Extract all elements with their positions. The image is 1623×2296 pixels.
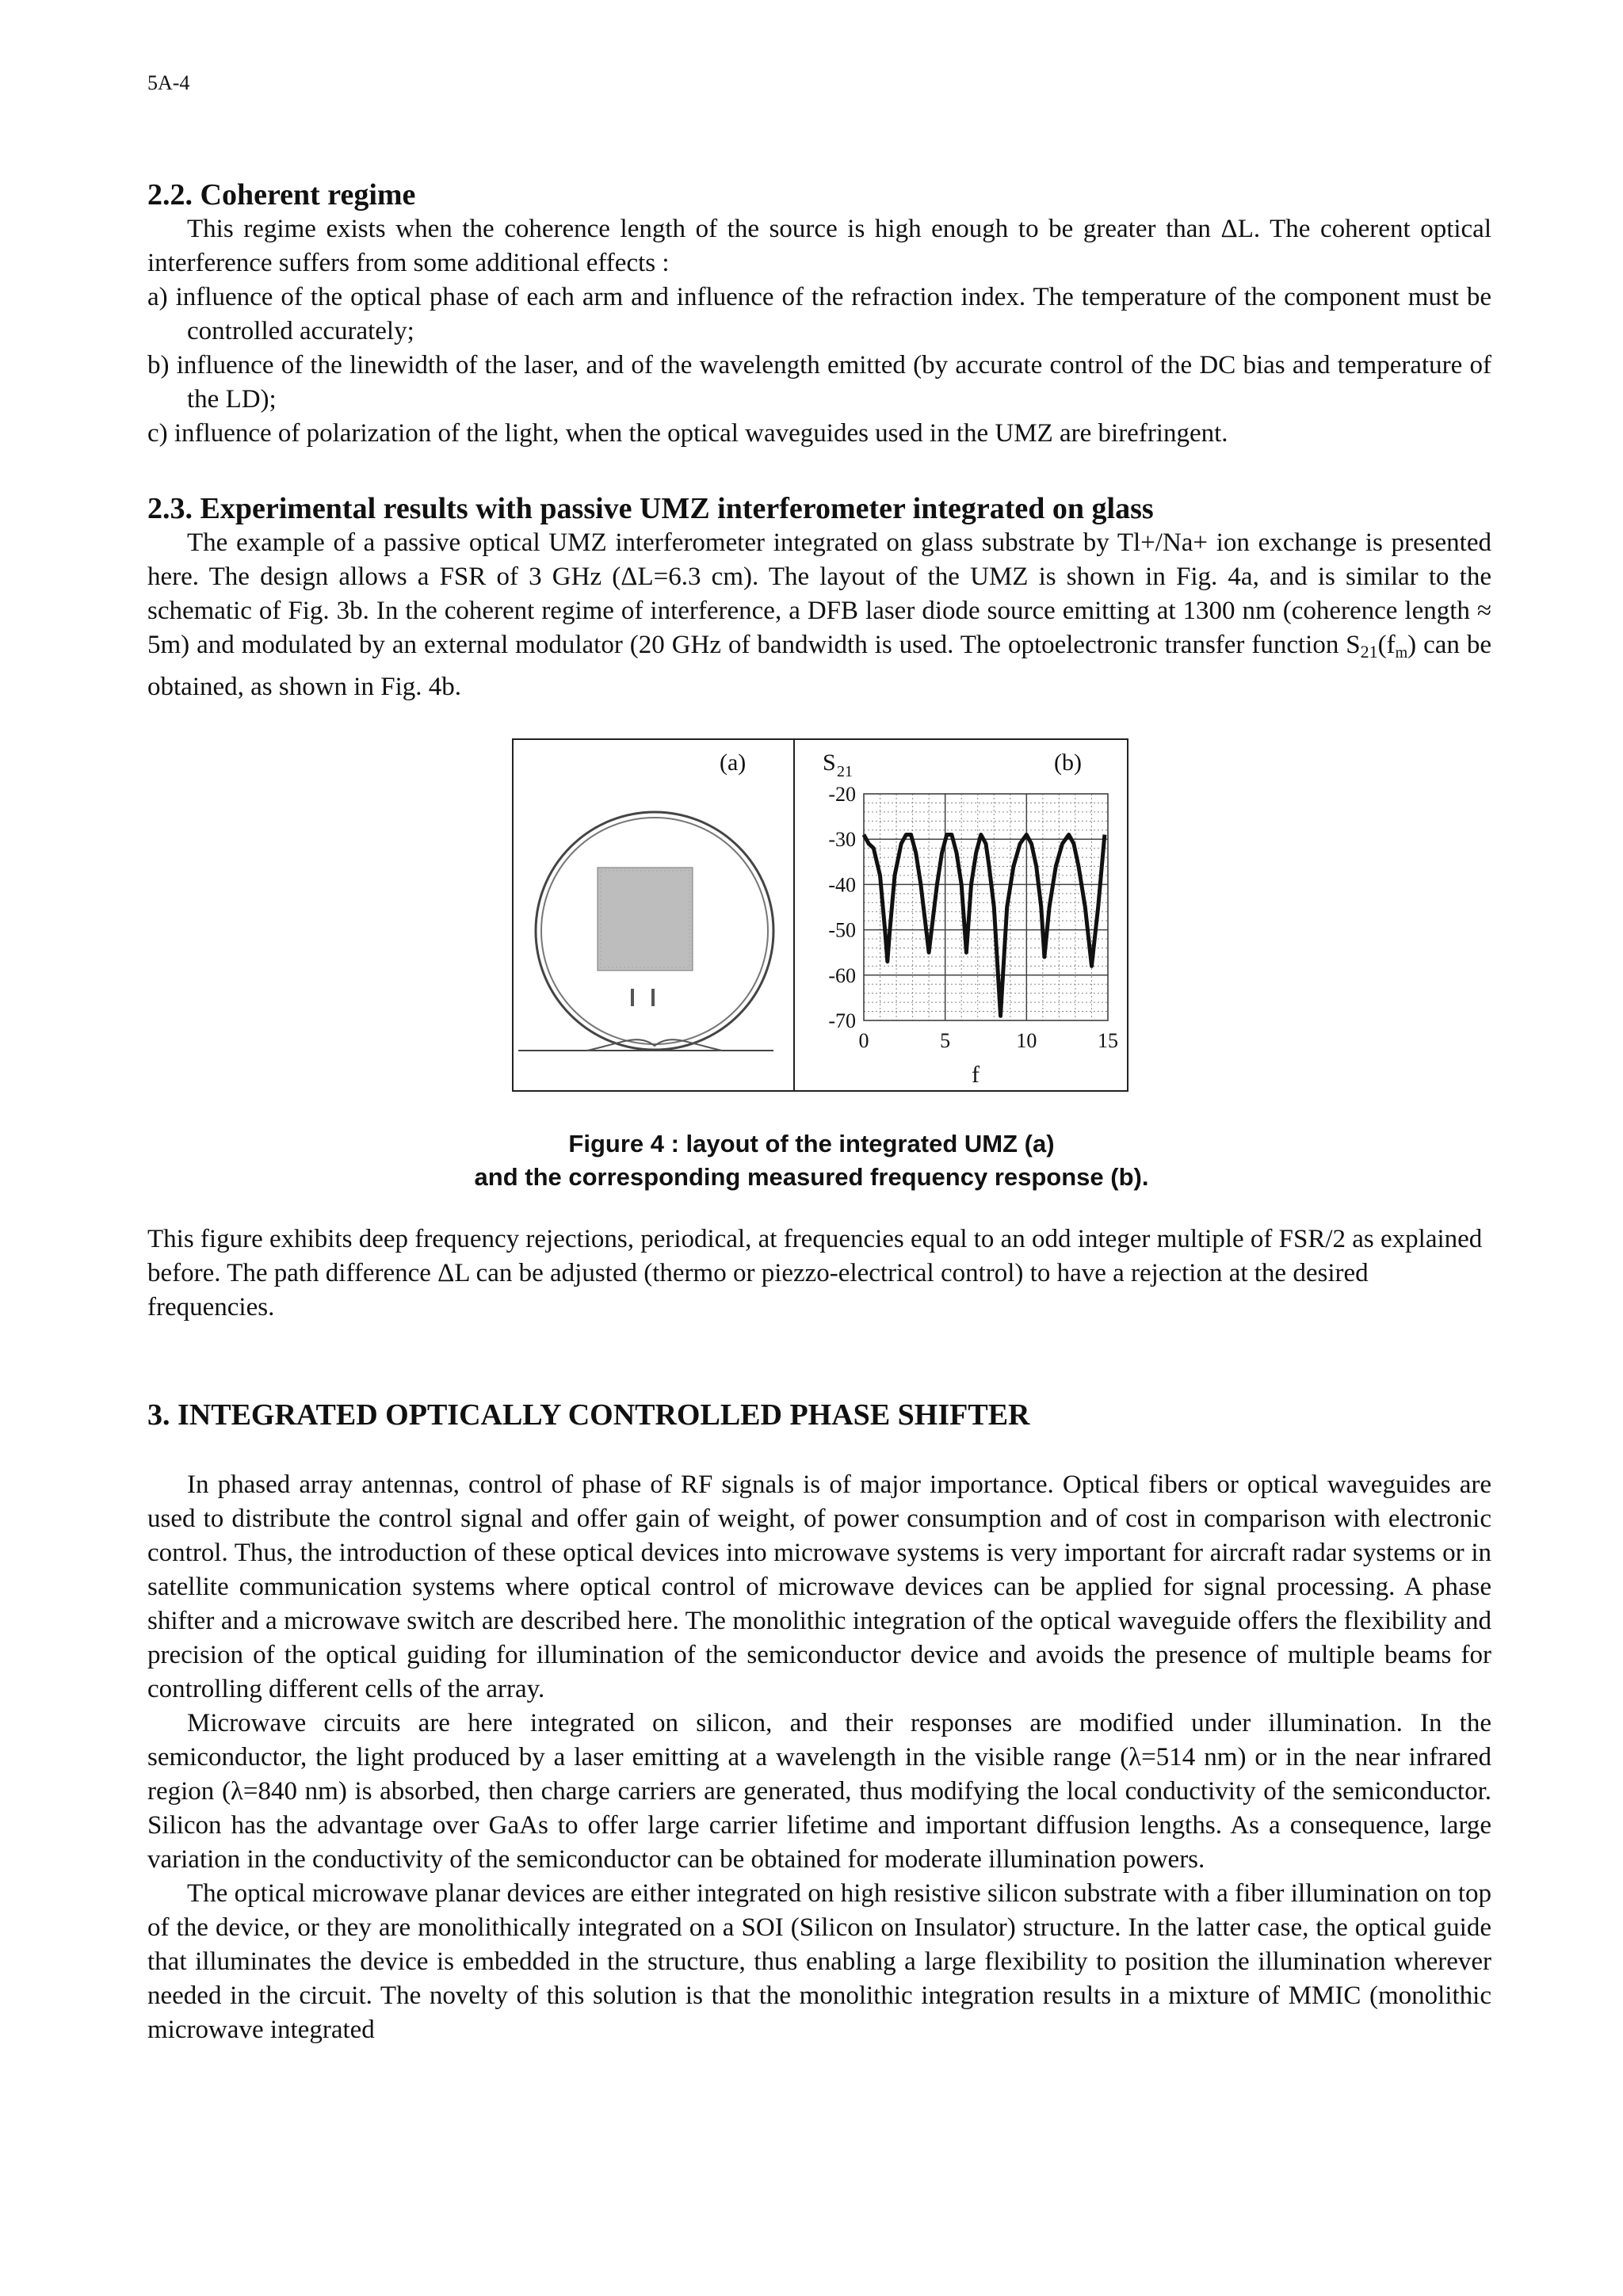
page-id: 5A-4 bbox=[147, 71, 190, 94]
section-2-3 bbox=[147, 491, 1491, 704]
x-tick-label: 5 bbox=[940, 1029, 951, 1052]
y-tick-label: -70 bbox=[828, 1009, 856, 1032]
caption-line-2: and the corresponding measured frequency response (b). bbox=[474, 1163, 1149, 1191]
subscript-21: 21 bbox=[1360, 642, 1378, 662]
section-3 bbox=[147, 1398, 1491, 1432]
x-tick-label: 10 bbox=[1016, 1029, 1037, 1052]
y-tick-label: -40 bbox=[828, 873, 856, 897]
section-2-3-paragraph bbox=[147, 526, 1491, 704]
x-tick-label: 15 bbox=[1098, 1029, 1118, 1052]
panel-b-label: (b) bbox=[1054, 749, 1082, 776]
list-item-c: c) influence of polarization of the light, when the optical waveguides used in the UMZ are birefringent. bbox=[147, 419, 1228, 448]
section-3-paragraph-1: In phased array antennas, control of phase of RF signals is of major importance. Optical fibers or optical waveguides are used to distribute the control signal and offer gain of weight, of power consumption and of cost in comparison with electronic control. Thus, the introduction of these optical devices into microwave systems is very important for aircraft radar systems or in satellite communication systems where optical control of microwave devices can be applied for signal processing. A phase shifter and a microwave switch are described here. The monolithic integration of the optical waveguide offers the flexibility and precision of the optical guiding for illumination of the semiconductor device and avoids the presence of multiple beams for controlling different cells of the array. bbox=[147, 1470, 1491, 1703]
figure-discussion-paragraph: This figure exhibits deep frequency rejections, periodical, at frequencies equal to an odd integer multiple of FSR/2 as explained before. The path difference ΔL can be adjusted (thermo or piezzo-electrical control) to have a rejection at the desired frequencies. bbox=[147, 1225, 1483, 1322]
section-2-2 bbox=[147, 177, 1491, 451]
y-tick-label: -30 bbox=[828, 828, 856, 852]
electrode-pad bbox=[598, 868, 693, 971]
section-3-paragraph-2: Microwave circuits are here integrated on silicon, and their responses are modified under illumination. In the semiconductor, the light produced by a laser emitting at a wavelength in the visible range (λ=514 nm) or in the near infrared region (λ=840 nm) is absorbed, then charge carriers are generated, thus modifying the local conductivity of the semiconductor. Silicon has the advantage over GaAs to offer large carrier lifetime and important diffusion lengths. As a consequence, large variation in the conductivity of the semiconductor can be obtained for moderate illumination powers. bbox=[147, 1709, 1491, 1874]
marker-left bbox=[631, 989, 634, 1006]
y-axis-label-sub: 21 bbox=[837, 763, 853, 780]
figure-4-svg bbox=[512, 738, 1128, 1092]
paragraph-text: The example of a passive optical UMZ interferometer integrated on glass substrate by Tl+/Na+ ion exchange is presented here. The design allows a FSR of 3 GHz (ΔL=6.3 cm). The layout of the UMZ is shown in Fig. 4a, and is similar to the schematic of Fig. 3b. In the coherent regime of interference, a DFB laser diode source emitting at 1300 nm (coherence length ≈ 5m) and modulated by an external modulator (20 GHz of bandwidth is used. The optoelectronic transfer function S bbox=[147, 528, 1491, 659]
panel-a-label: (a) bbox=[720, 749, 747, 776]
caption-line-1: Figure 4 : layout of the integrated UMZ (a) bbox=[568, 1130, 1055, 1158]
y-tick-label: -50 bbox=[828, 918, 856, 942]
figure-4 bbox=[512, 738, 1128, 1092]
figure-4-caption bbox=[0, 1127, 1623, 1194]
y-axis-label: S bbox=[823, 749, 836, 776]
x-axis-label: f bbox=[972, 1062, 980, 1088]
section-3-title: 3. INTEGRATED OPTICALLY CONTROLLED PHASE SHIFTER bbox=[147, 1398, 1030, 1432]
section-2-2-title: 2.2. Coherent regime bbox=[147, 178, 416, 212]
section-2-2-paragraph: This regime exists when the coherence length of the source is high enough to be greater than ΔL. The coherent optical interference suffers from some additional effects : bbox=[147, 215, 1491, 277]
x-tick-label: 0 bbox=[858, 1029, 869, 1052]
paragraph-text-mid: (f bbox=[1377, 631, 1396, 659]
list-item-b: b) influence of the linewidth of the laser, and of the wavelength emitted (by accurate control of the DC bias and temperature of the LD); bbox=[147, 351, 1491, 414]
figure-discussion bbox=[147, 1222, 1491, 1325]
subscript-m: m bbox=[1395, 644, 1408, 662]
y-tick-label: -60 bbox=[828, 963, 856, 987]
section-2-3-title: 2.3. Experimental results with passive UMZ interferometer integrated on glass bbox=[147, 492, 1154, 525]
section-3-body bbox=[147, 1468, 1491, 2047]
marker-right bbox=[651, 989, 655, 1006]
section-3-paragraph-3: The optical microwave planar devices are either integrated on high resistive silicon substrate with a fiber illumination on top of the device, or they are monolithically integrated on a SOI (Silicon on Insulator) structure. In the latter case, the optical guide that illuminates the device is embedded in the structure, thus enabling a large flexibility to position the illumination wherever needed in the circuit. The novelty of this solution is that the monolithic integration results in a mixture of MMIC (monolithic microwave integrated bbox=[147, 1879, 1491, 2044]
list-item-a: a) influence of the optical phase of each arm and influence of the refraction index. The temperature of the component must be controlled accurately; bbox=[147, 283, 1491, 345]
y-tick-label: -20 bbox=[828, 783, 856, 806]
paragraph-text-end: ) can be obtained, as shown in Fig. 4b. bbox=[147, 631, 1491, 701]
